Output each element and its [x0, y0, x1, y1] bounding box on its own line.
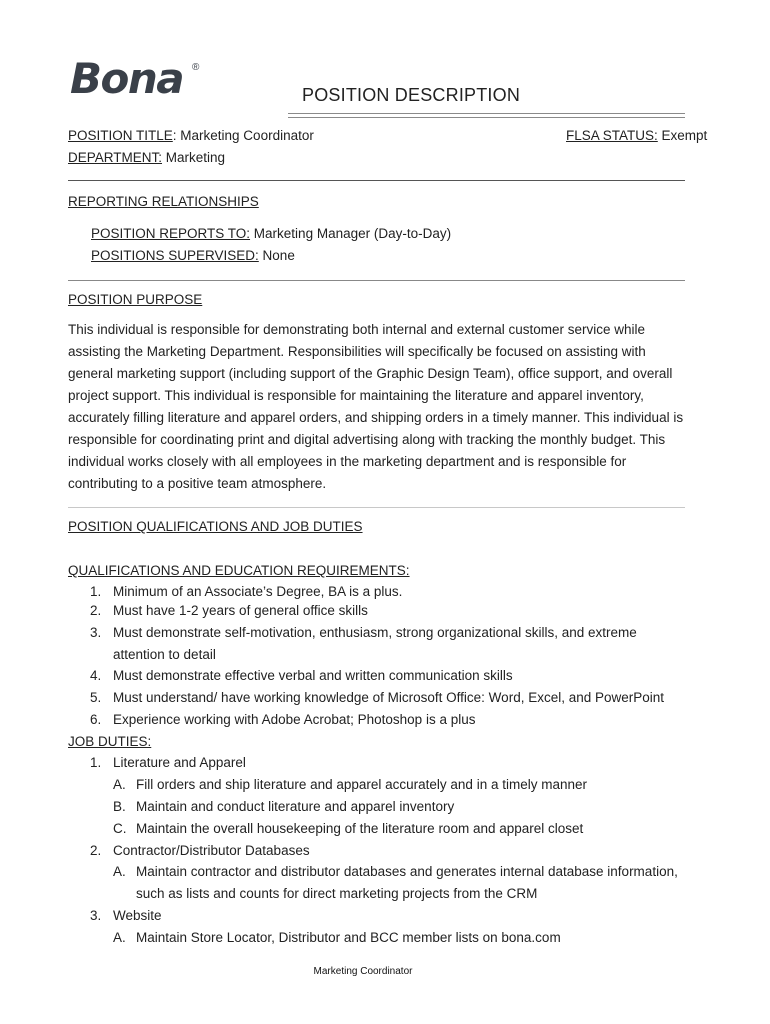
sub-list-item: Maintain Store Locator, Distributor and BCC member lists on bona.com	[136, 930, 561, 945]
purpose-heading: POSITION PURPOSE	[68, 292, 203, 307]
reporting-heading: REPORTING RELATIONSHIPS	[68, 194, 259, 209]
purpose-line: project support. This individual is responsible for maintaining the literature and apparel inventory,	[68, 388, 644, 403]
list-item: Minimum of an Associate’s Degree, BA is a plus.	[113, 584, 403, 599]
page-title: POSITION DESCRIPTION	[302, 85, 521, 105]
purpose-line: contributing to a positive team atmosphere.	[68, 476, 327, 491]
list-number: 6.	[90, 712, 102, 727]
department-value: Marketing	[162, 150, 226, 165]
page-footer: Marketing Coordinator	[313, 966, 413, 977]
position-title-line	[68, 128, 314, 143]
list-number: 1.	[90, 584, 102, 599]
list-number: 4.	[90, 668, 102, 683]
bona-logo: Bona	[70, 54, 184, 103]
list-item: Must understand/ have working knowledge of Microsoft Office: Word, Excel, and PowerPoint	[113, 690, 665, 705]
purpose-line: responsible for coordinating print and digital advertising along with tracking the monthly budget. This	[68, 432, 666, 447]
supervised-value: None	[258, 248, 295, 263]
sub-list-letter: B.	[113, 799, 126, 814]
sub-list-item: Fill orders and ship literature and apparel accurately and in a timely manner	[136, 777, 587, 792]
list-number: 2.	[90, 843, 102, 858]
sub-list-item: Maintain the overall housekeeping of the literature room and apparel closet	[136, 821, 584, 836]
list-item: Must have 1-2 years of general office skills	[113, 603, 368, 618]
sub-list-letter: C.	[113, 821, 127, 836]
department-label: DEPARTMENT:	[68, 150, 163, 165]
sub-list-item: Maintain and conduct literature and apparel inventory	[136, 799, 455, 814]
list-item: Website	[113, 908, 162, 923]
purpose-line: individual works closely with all employees in the marketing department and is responsible for	[68, 454, 627, 469]
qualifications-heading: POSITION QUALIFICATIONS AND JOB DUTIES	[68, 519, 363, 534]
divider-3	[68, 507, 685, 508]
list-number: 3.	[90, 625, 102, 640]
list-number: 5.	[90, 690, 102, 705]
list-number: 1.	[90, 755, 102, 770]
flsa-status-value: Exempt	[657, 128, 708, 143]
title-rule-top	[288, 113, 685, 114]
list-item: Contractor/Distributor Databases	[113, 843, 310, 858]
sub-list-item: Maintain contractor and distributor databases and generates internal database information,	[136, 864, 678, 879]
purpose-paragraph	[68, 319, 708, 495]
flsa-status-label: FLSA STATUS:	[566, 128, 658, 143]
flsa-status-line	[566, 128, 707, 143]
sub-list-letter: A.	[113, 864, 126, 879]
divider-2	[68, 280, 685, 281]
list-number: 2.	[90, 603, 102, 618]
purpose-line: general marketing support (including support of the Graphic Design Team), office support, and overall	[68, 366, 673, 381]
sub-list-letter: A.	[113, 777, 126, 792]
duties-heading: JOB DUTIES:	[68, 734, 152, 749]
department-line	[68, 150, 225, 165]
reports-to-line	[91, 226, 451, 241]
purpose-line: This individual is responsible for demonstrating both internal and external customer service while	[68, 322, 646, 337]
list-item: Experience working with Adobe Acrobat; Photoshop is a plus	[113, 712, 476, 727]
reports-to-value: Marketing Manager (Day-to-Day)	[250, 226, 452, 241]
sub-list-item-continuation: such as lists and counts for direct marketing projects from the CRM	[136, 886, 538, 901]
list-item: Literature and Apparel	[113, 755, 246, 770]
list-item: Must demonstrate self-motivation, enthusiasm, strong organizational skills, and extreme	[113, 625, 637, 640]
divider-1	[68, 180, 685, 181]
registered-mark: ®	[192, 62, 200, 73]
position-title-value: : Marketing Coordinator	[172, 128, 314, 143]
reports-to-label: POSITION REPORTS TO:	[91, 226, 251, 241]
purpose-line: accurately filling literature and apparel orders, and shipping orders in a timely manner. This individual is	[68, 410, 684, 425]
purpose-line: assisting the Marketing Department. Responsibilities will specifically be focused on assisting with	[68, 344, 646, 359]
qualifications-subheading: QUALIFICATIONS AND EDUCATION REQUIREMENTS:	[68, 563, 410, 578]
list-item-continuation: attention to detail	[113, 647, 216, 662]
list-item: Must demonstrate effective verbal and written communication skills	[113, 668, 513, 683]
supervised-label: POSITIONS SUPERVISED:	[91, 248, 259, 263]
sub-list-letter: A.	[113, 930, 126, 945]
supervised-line	[91, 248, 295, 263]
title-rule-bottom	[288, 117, 685, 118]
position-title-label: POSITION TITLE	[68, 128, 173, 143]
list-number: 3.	[90, 908, 102, 923]
